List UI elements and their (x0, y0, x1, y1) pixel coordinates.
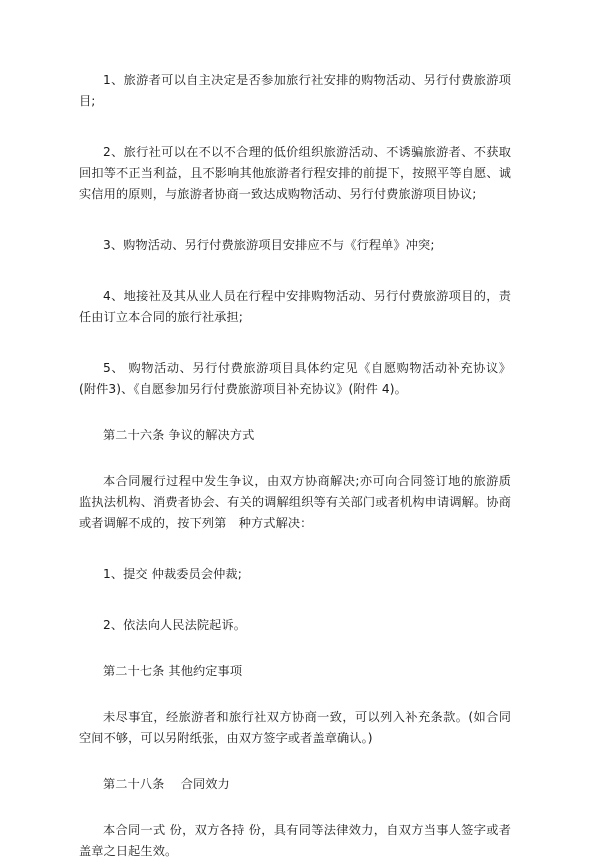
clause-25-item-5: 5、 购物活动、另行付费旅游项目具体约定见《自愿购物活动补充协议》(附件3)、《自愿参加另行付费旅游项目补充协议》(附件 4)。 (79, 361, 511, 396)
clause-27-body: 未尽事宜，经旅游者和旅行社双方协商一致，可以列入补充条款。(如合同空间不够，可以另附纸张，由双方签字或者盖章确认。) (79, 710, 511, 745)
clause-25-item-1: 1、旅游者可以自主决定是否参加旅行社安排的购物活动、另行付费旅游项目; (79, 73, 511, 108)
clause-26-body: 本合同履行过程中发生争议，由双方协商解决;亦可向合同签订地的旅游质监执法机构、消费者协会、有关的调解组织等有关部门或者机构申请调解。协商或者调解不成的，按下列第 种方式解决： (79, 474, 511, 530)
clause-25-item-3: 3、购物活动、另行付费旅游项目安排应不与《行程单》冲突; (103, 238, 435, 252)
clause-26-option-1: 1、提交 仲裁委员会仲裁; (103, 567, 242, 581)
clause-28-body: 本合同一式 份，双方各持 份，具有同等法律效力，自双方当事人签字或者盖章之日起生效。 (79, 823, 511, 858)
clause-27-heading: 第二十七条 其他约定事项 (103, 664, 243, 678)
clause-25-item-4: 4、地接社及其从业人员在行程中安排购物活动、另行付费旅游项目的，责任由订立本合同的旅行社承担; (79, 289, 511, 324)
clause-26-option-2: 2、依法向人民法院起诉。 (103, 618, 247, 632)
clause-28-heading: 第二十八条 合同效力 (103, 777, 230, 791)
clause-25-item-2: 2、旅行社可以在不以不合理的低价组织旅游活动、不诱骗旅游者、不获取回扣等不正当利益，且不影响其他旅游者行程安排的前提下，按照平等自愿、诚实信用的原则，与旅游者协商一致达成购物活动、另行付费旅游项目协议; (79, 145, 511, 201)
clause-26-heading: 第二十六条 争议的解决方式 (103, 428, 255, 442)
